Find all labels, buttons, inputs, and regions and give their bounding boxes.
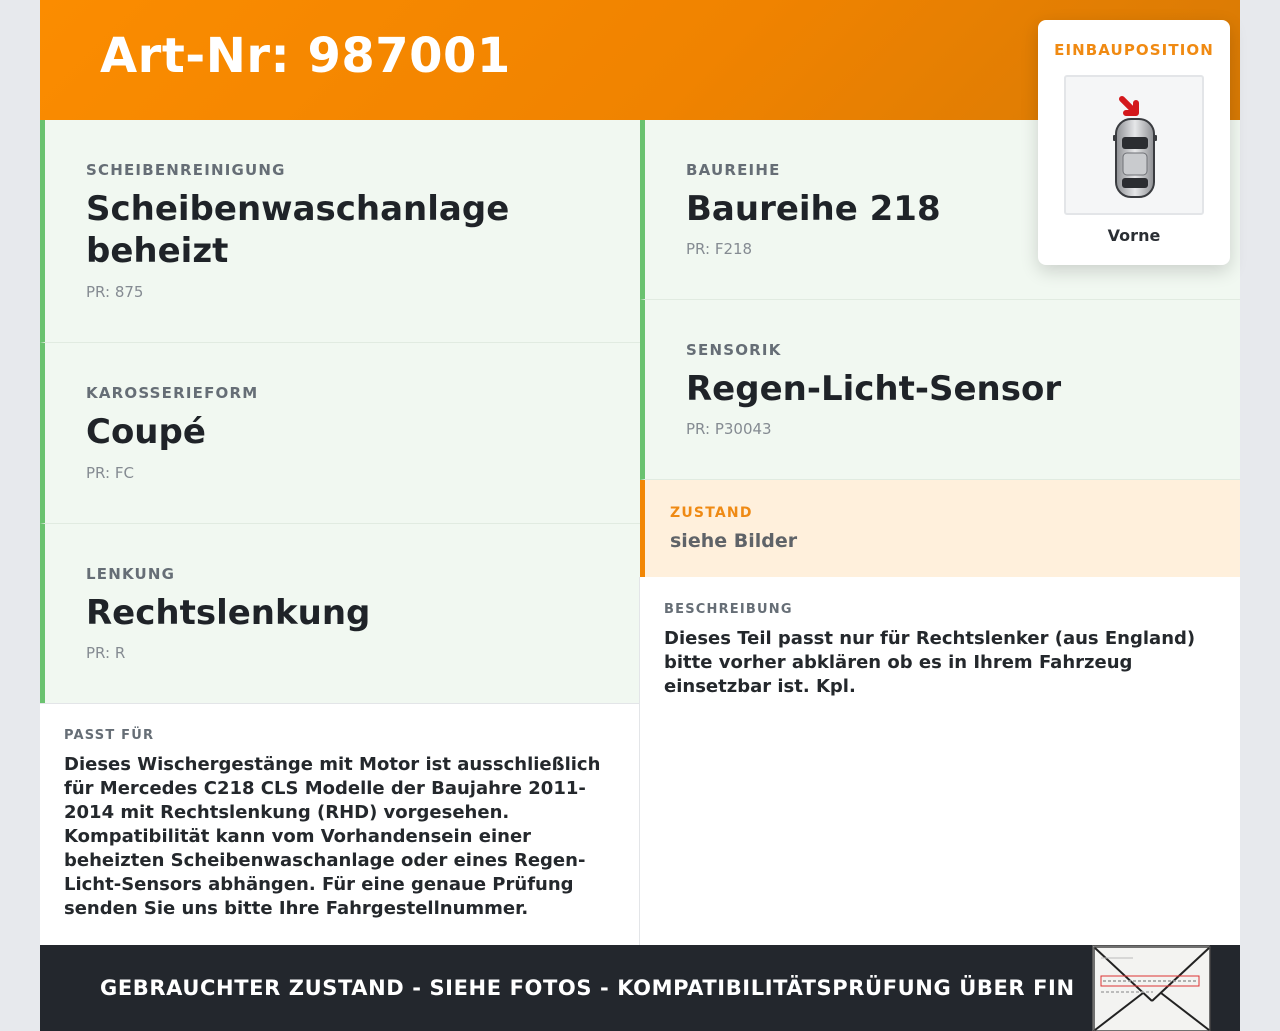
cell-value: Scheibenwaschanlage beheizt xyxy=(86,189,510,271)
footer-slogan: GEBRAUCHTER ZUSTAND - SIEHE FOTOS - KOMPATIBILITÄTSPRÜFUNG ÜBER FIN xyxy=(100,976,1075,1000)
cell-label: LENKUNG xyxy=(86,565,176,583)
envelope-icon xyxy=(1093,946,1211,1031)
einbauposition-caption: Vorne xyxy=(1107,226,1161,245)
car-top-view-icon xyxy=(1066,77,1202,213)
cell-scheibenreinigung xyxy=(40,120,640,343)
cell-pr-code: PR: R xyxy=(86,644,126,662)
zustand-value: siehe Bilder xyxy=(670,530,798,552)
cell-pr-code: PR: FC xyxy=(86,464,134,482)
cell-label: SCHEIBENREINIGUNG xyxy=(86,161,286,179)
einbauposition-title: EINBAUPOSITION xyxy=(1054,41,1214,59)
cell-label: SENSORIK xyxy=(686,341,782,359)
einbauposition-card xyxy=(1038,20,1230,265)
passt-fuer-section xyxy=(64,728,624,921)
beschreibung-section xyxy=(664,602,1224,699)
product-sheet xyxy=(40,0,1240,1031)
cell-pr-code: PR: P30043 xyxy=(686,420,772,438)
passt-fuer-text: Dieses Wischergestänge mit Motor ist ausschließlich für Mercedes C218 CLS Modelle der Baujahre 2011-2014 mit Rechtslenkung (RHD) vorgesehen. Kompatibilität kann vom Vorhandensein einer beheizten Scheibenwaschanlage oder eines Regen-Licht-Sensors abhängen. Für eine genaue Prüfung senden Sie uns bitte Ihre Fahrgestellnummer. xyxy=(64,754,601,919)
cell-value: Regen-Licht-Sensor xyxy=(686,369,1062,409)
einbauposition-image xyxy=(1064,75,1204,215)
footer-bar xyxy=(40,945,1240,1031)
passt-fuer-label: PASST FÜR xyxy=(64,728,155,743)
divider xyxy=(40,703,640,704)
cell-label: KAROSSERIEFORM xyxy=(86,384,259,402)
beschreibung-text: Dieses Teil passt nur für Rechtslenker (aus England) bitte vorher abklären ob es in Ihrem Fahrzeug einsetzbar ist. Kpl. xyxy=(664,628,1196,697)
envelope-image xyxy=(1092,945,1210,1031)
divider xyxy=(639,577,640,945)
cell-pr-code: PR: F218 xyxy=(686,240,753,258)
cell-pr-code: PR: 875 xyxy=(86,283,144,301)
cell-value: Baureihe 218 xyxy=(686,189,941,229)
cell-label: BAUREIHE xyxy=(686,161,781,179)
zustand-box xyxy=(640,480,1240,577)
article-number: Art-Nr: 987001 xyxy=(100,28,511,84)
cell-value: Coupé xyxy=(86,412,206,452)
beschreibung-label: BESCHREIBUNG xyxy=(664,602,793,617)
cell-sensorik xyxy=(640,300,1240,480)
cell-value: Rechtslenkung xyxy=(86,593,371,633)
cell-lenkung xyxy=(40,524,640,704)
cell-karosserieform xyxy=(40,343,640,524)
zustand-label: ZUSTAND xyxy=(670,505,753,521)
